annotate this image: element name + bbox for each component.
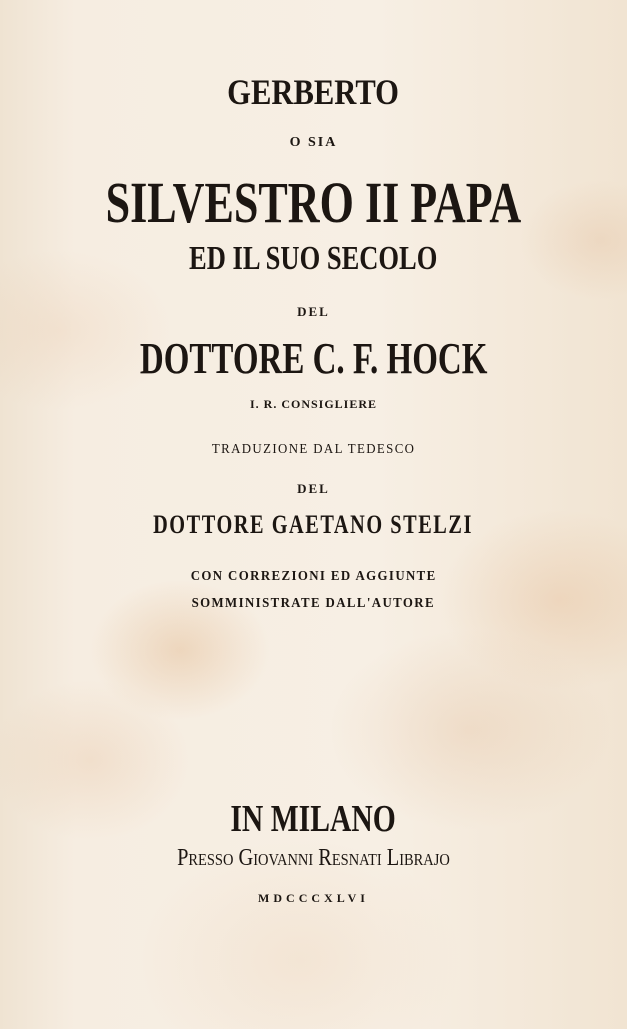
place-text: IN MILANO	[230, 798, 397, 840]
book-title	[0, 74, 627, 110]
main-title	[0, 170, 627, 235]
del-line-2	[0, 482, 627, 495]
subtitle-text: ED IL SUO SECOLO	[189, 240, 438, 277]
author	[0, 334, 627, 383]
connector	[0, 136, 627, 150]
additions-text-1: CON CORREZIONI ED AGGIUNTE	[190, 569, 437, 584]
place	[0, 800, 627, 838]
year-text: MDCCCXLVI	[258, 891, 369, 905]
translation-note-text: TRADUZIONE DAL TEDESCO	[211, 442, 416, 457]
publisher	[0, 846, 627, 870]
publisher-text: Presso Giovanni Resnati Librajo	[177, 845, 450, 871]
del-text-2: DEL	[297, 481, 330, 496]
translation-note	[0, 443, 627, 457]
translator	[0, 512, 627, 538]
connector-text: O SIA	[289, 135, 338, 150]
main-title-text: SILVESTRO II PAPA	[105, 170, 522, 235]
additions-line-2	[0, 597, 627, 611]
del-text-1: DEL	[297, 304, 330, 319]
additions-line-1	[0, 570, 627, 584]
author-role-text: I. R. CONSIGLIERE	[249, 397, 378, 411]
year	[0, 892, 627, 904]
author-text: DOTTORE C. F. HOCK	[139, 334, 488, 383]
additions-text-2: SOMMINISTRATE DALL'AUTORE	[191, 596, 436, 611]
author-role	[0, 398, 627, 410]
book-title-text: GERBERTO	[227, 72, 400, 112]
del-line-1	[0, 305, 627, 318]
translator-text: DOTTORE GAETANO STELZI	[153, 510, 474, 539]
subtitle	[0, 242, 627, 276]
